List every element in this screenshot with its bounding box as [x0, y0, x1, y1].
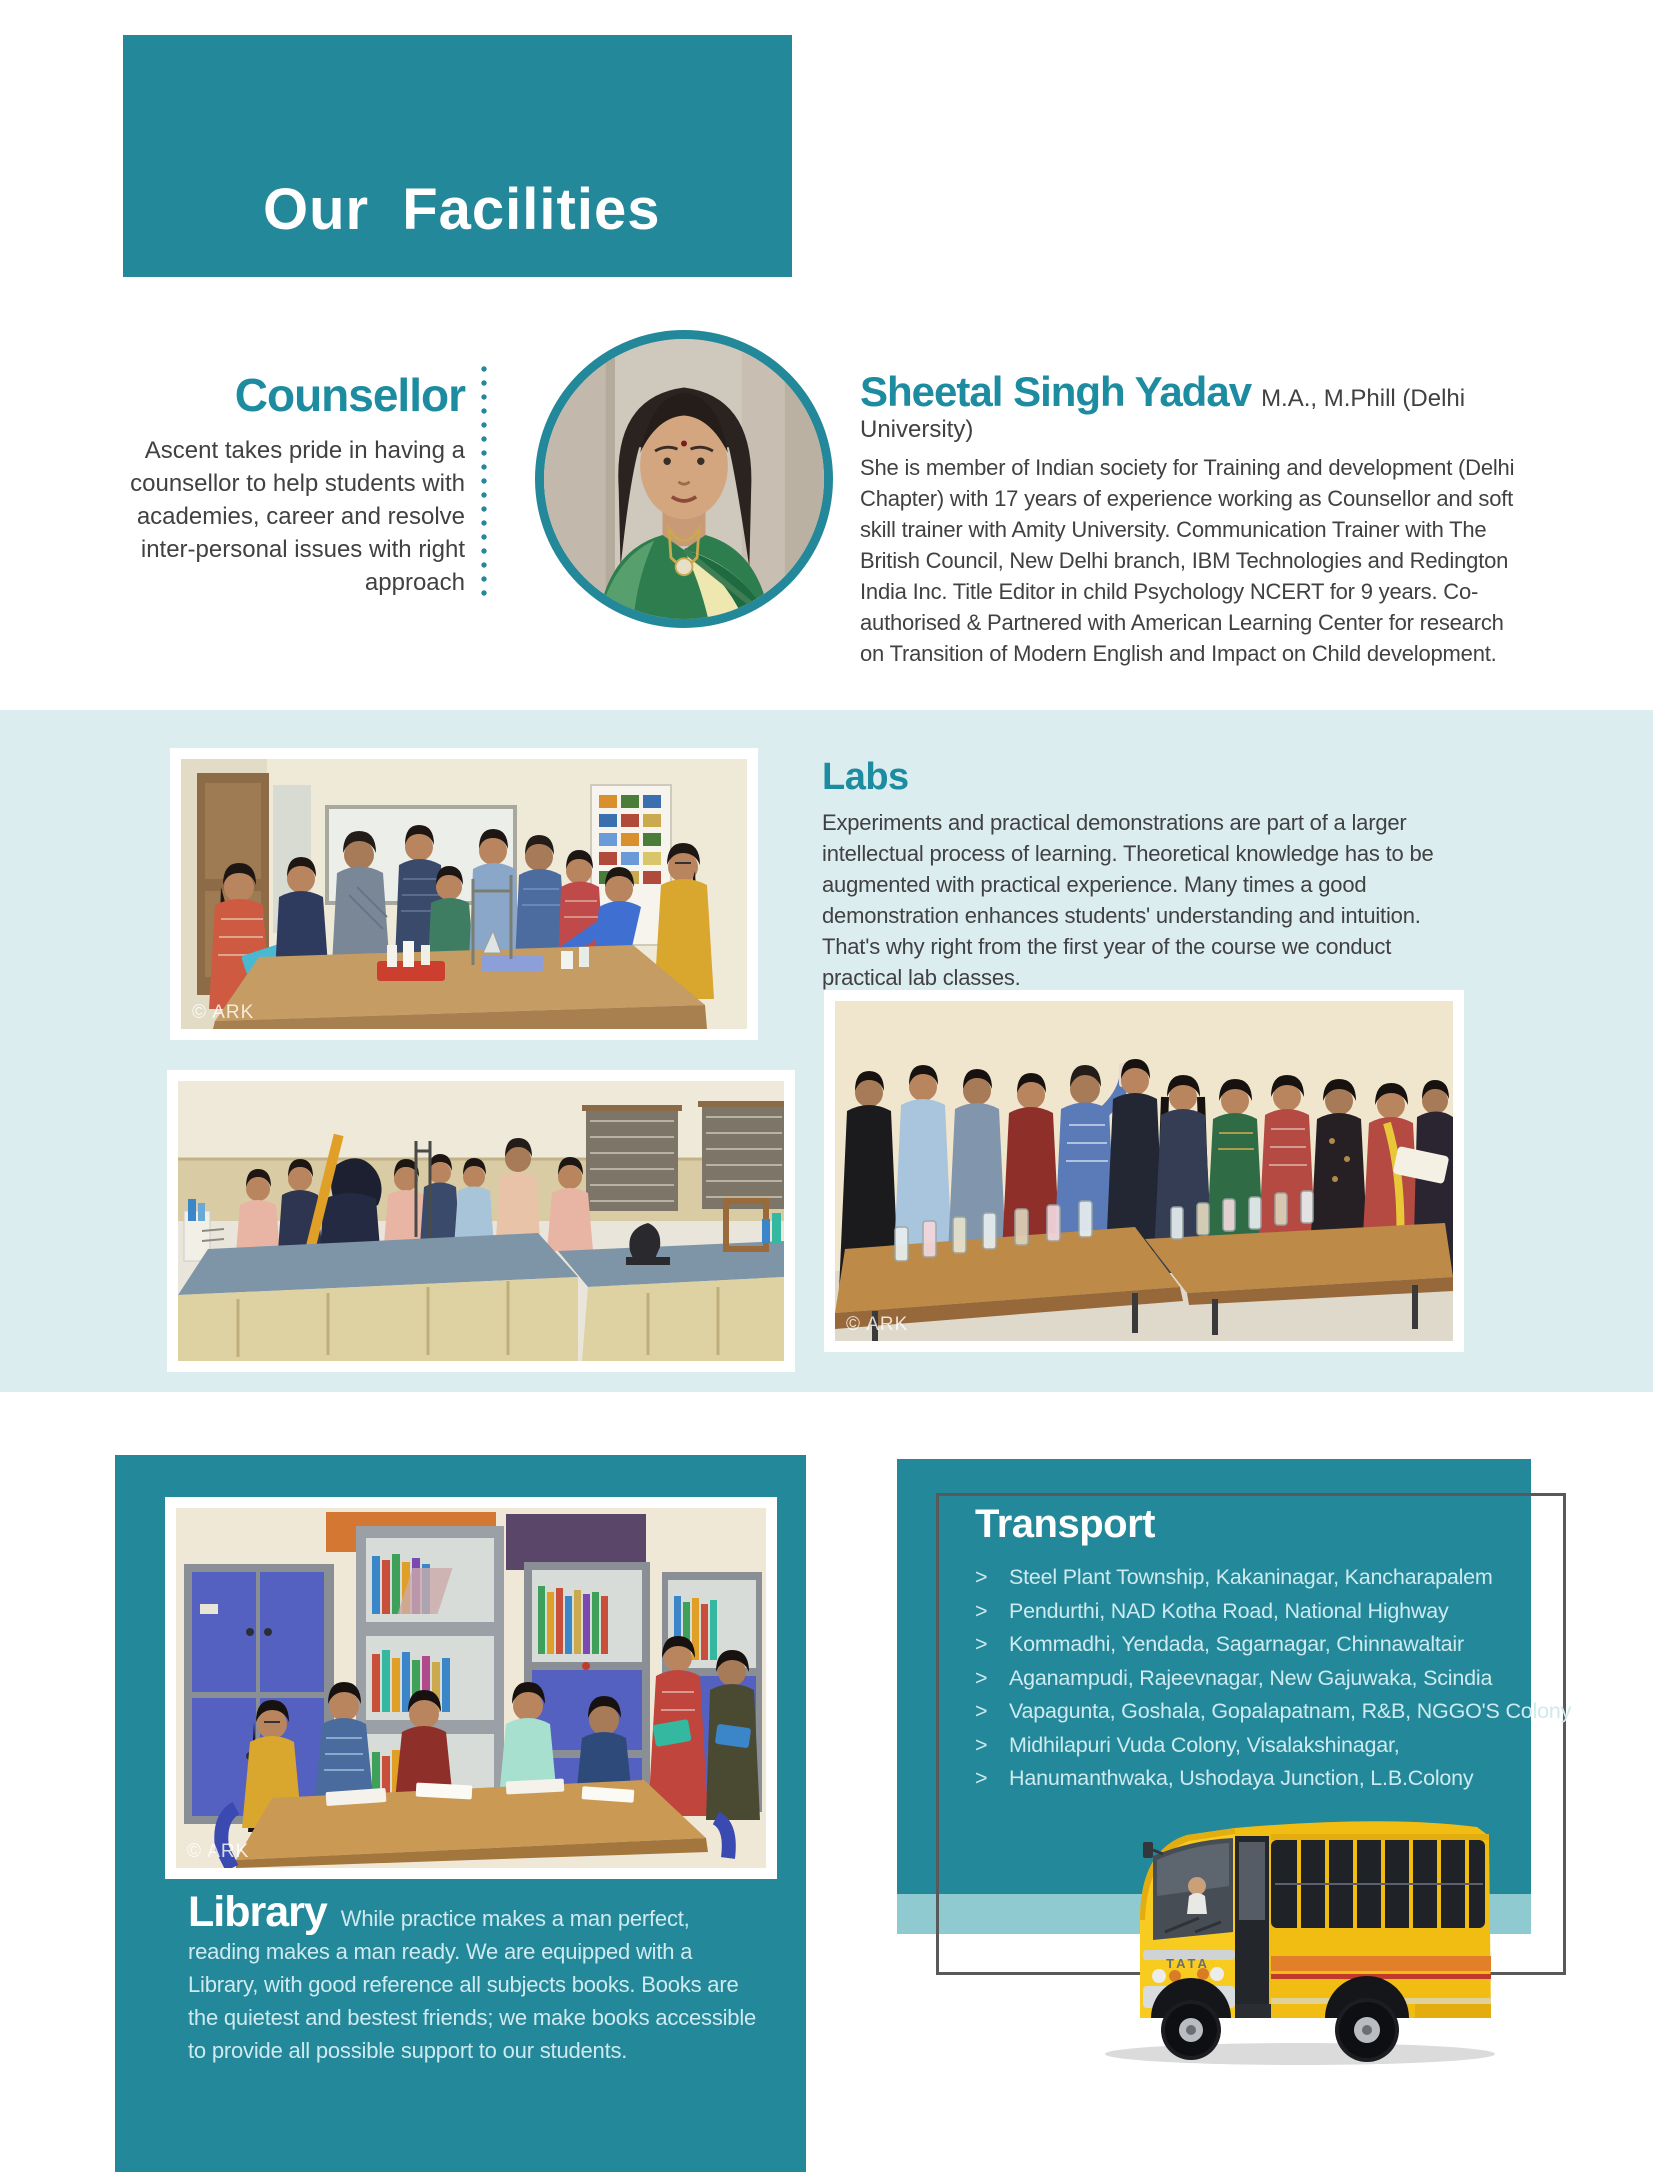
school-bus-image	[1085, 1790, 1510, 2080]
bus-brand-label: TATA	[1166, 1956, 1210, 1971]
profile-bio: She is member of Indian society for Training and development (Delhi Chapter) with 17 years of experience working as Counsellor and soft skill trainer with Amity University. Communication Trainer with The British Council, New Delhi branch, IBM Technologies and Redington India Inc. Title Editor in child Psychology NCERT for 9 years. Co-authorised & Partnered with American Learning Center for research on Transition of Modern English and Impact on Child development.	[860, 455, 1515, 666]
transport-route-item	[975, 1695, 1572, 1729]
transport-route-text: Vapagunta, Goshala, Gopalapatnam, R&B, NGGO'S Colony	[1009, 1699, 1572, 1723]
counsellor-description: Ascent takes pride in having a counsellor to help students with academies, career and resolve inter-personal issues with right approach	[130, 437, 465, 596]
transport-route-text: Midhilapuri Vuda Colony, Visalakshinagar,	[1009, 1732, 1400, 1757]
physics-lab-photo	[167, 1070, 795, 1372]
transport-section	[975, 1502, 1572, 1796]
group-photo-illustration	[835, 1001, 1453, 1341]
chemistry-lab-photo	[170, 748, 758, 1040]
transport-route-list	[975, 1561, 1572, 1796]
profile-name-line	[860, 368, 1532, 444]
counsellor-heading: Counsellor	[234, 369, 465, 421]
chevron-bullet-icon: >	[975, 1766, 988, 1790]
transport-route-text: Steel Plant Township, Kakaninagar, Kancharapalem	[1009, 1565, 1493, 1589]
header-banner	[123, 35, 792, 277]
transport-route-item	[975, 1729, 1535, 1763]
library-photo	[165, 1497, 777, 1879]
biology-lab-group-photo	[824, 990, 1464, 1352]
library-description: While practice makes a man perfect, reading makes a man ready. We are equipped with a Library, with good reference all subjects books. Books are the quietest and bestest friends; we make books accessible to provide all possible support to our students.	[188, 1906, 757, 2063]
page-title: Our Facilities	[263, 177, 661, 242]
transport-route-text: Aganampudi, Rajeevnagar, New Gajuwaka, Scindia	[1009, 1665, 1493, 1690]
photo-watermark: © ARK	[846, 1314, 909, 1335]
school-bus-illustration	[1085, 1790, 1510, 2080]
counsellor-portrait-photo	[535, 330, 833, 628]
chemistry-lab-illustration	[181, 759, 747, 1029]
counsellor-section	[128, 368, 465, 599]
photo-watermark: © ARK	[187, 1841, 250, 1862]
transport-route-text: Kommadhi, Yendada, Sagarnagar, Chinnawaltair	[1009, 1632, 1464, 1656]
transport-route-item	[975, 1595, 1535, 1629]
labs-description: Experiments and practical demonstrations are part of a larger intellectual process of learning. Theoretical knowledge has to be augmented with practical experience. Many times a good demonstration enhances students' understanding and intuition. That's why right from the first year of the course we conduct practical lab classes.	[822, 810, 1434, 990]
library-illustration	[176, 1508, 766, 1868]
chevron-bullet-icon: >	[975, 1632, 988, 1656]
transport-route-item	[975, 1628, 1535, 1662]
transport-route-text: Pendurthi, NAD Kotha Road, National Highway	[1009, 1598, 1449, 1623]
chevron-bullet-icon: >	[975, 1732, 988, 1757]
transport-route-item	[975, 1561, 1535, 1595]
labs-section	[822, 756, 1474, 993]
profile-name: Sheetal Singh Yadav	[860, 368, 1252, 415]
profile-qualification: M.A., M.Phill (Delhi University)	[860, 385, 1466, 443]
chevron-bullet-icon: >	[975, 1598, 988, 1623]
labs-heading: Labs	[822, 756, 909, 798]
chevron-bullet-icon: >	[975, 1565, 988, 1589]
transport-route-text: Hanumanthwaka, Ushodaya Junction, L.B.Colony	[1009, 1766, 1474, 1790]
chevron-bullet-icon: >	[975, 1665, 988, 1690]
portrait-illustration	[544, 339, 824, 619]
chevron-bullet-icon: >	[975, 1699, 988, 1723]
counsellor-profile	[860, 368, 1532, 669]
photo-watermark: © ARK	[192, 1002, 255, 1023]
transport-route-item	[975, 1662, 1535, 1696]
dotted-separator	[481, 362, 487, 604]
library-heading: Library	[188, 1888, 327, 1936]
physics-lab-illustration	[178, 1081, 784, 1361]
library-section	[188, 1888, 766, 2067]
transport-heading: Transport	[975, 1502, 1155, 1546]
